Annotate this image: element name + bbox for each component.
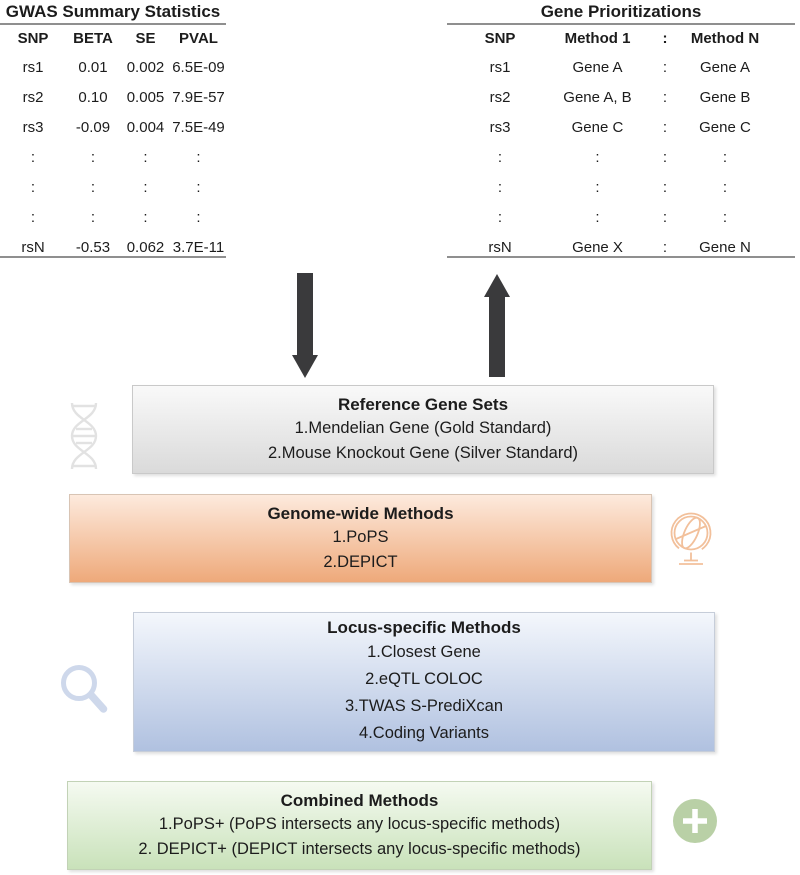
box-list-item: 4.Coding Variants — [359, 724, 489, 742]
box-list-item: 2.DEPICT — [323, 552, 398, 571]
table-cell: : — [196, 148, 201, 166]
table-cell: : — [662, 88, 668, 106]
table-cell: 6.5E-09 — [172, 58, 225, 76]
box-list-item: 3.TWAS S-PrediXcan — [344, 697, 504, 715]
table-cell: Gene B — [699, 88, 751, 106]
table-cell: rs3 — [22, 118, 44, 136]
box-list-item: 2.eQTL COLOC — [365, 670, 483, 688]
box-list-item: 2. DEPICT+ (DEPICT intersects any locus-specific methods) — [138, 839, 581, 858]
table-header-row — [0, 25, 226, 52]
table-cell: : — [90, 148, 96, 166]
column-header: Method 1 — [564, 30, 631, 47]
table-cell: : — [595, 148, 600, 166]
table-cell: : — [662, 118, 668, 136]
table-cell: : — [662, 238, 668, 256]
table-cell: : — [595, 178, 600, 196]
table-cell: : — [662, 58, 668, 76]
genome-wide-methods-box — [69, 494, 652, 583]
table-cell: rs2 — [22, 88, 44, 106]
table-cell: 0.002 — [126, 58, 165, 76]
combined-box-items — [138, 812, 580, 862]
table-cell: : — [143, 148, 148, 166]
table-cell: Gene N — [699, 238, 751, 256]
locus-specific-methods-box — [133, 612, 715, 752]
table-cell: : — [196, 178, 201, 196]
table-header-row — [450, 25, 765, 52]
gwas-table-bottom-rule — [0, 256, 226, 258]
table-row — [0, 82, 226, 112]
table-cell: : — [662, 148, 668, 166]
combined-methods-box — [67, 781, 652, 870]
combined-box-title: Combined Methods — [280, 790, 439, 810]
locus-specific-box-items — [345, 639, 503, 747]
column-header: SNP — [484, 30, 516, 47]
reference-box-items — [268, 416, 578, 466]
column-header: Method N — [690, 30, 760, 47]
box-list-item: 1.PoPS — [332, 527, 389, 546]
genome-wide-box-title: Genome-wide Methods — [267, 503, 454, 523]
table-row — [450, 82, 765, 112]
table-cell: Gene A — [572, 58, 623, 76]
table-cell: -0.53 — [75, 238, 111, 256]
reference-box-title: Reference Gene Sets — [337, 394, 509, 414]
table-row — [0, 112, 226, 142]
table-cell: 0.004 — [126, 118, 165, 136]
box-list-item: 1.Closest Gene — [367, 643, 481, 661]
table-cell: 3.7E-11 — [172, 238, 225, 256]
table-row — [0, 172, 226, 202]
box-list-item: 1.Mendelian Gene (Gold Standard) — [294, 418, 552, 437]
gwas-table-title: GWAS Summary Statistics — [5, 2, 221, 21]
table-cell: : — [196, 208, 201, 226]
column-header: : — [662, 30, 668, 47]
table-row — [450, 112, 765, 142]
column-header: BETA — [73, 30, 113, 47]
plus-icon — [672, 798, 718, 844]
table-cell: : — [497, 178, 503, 196]
table-row — [0, 202, 226, 232]
table-cell: : — [90, 178, 96, 196]
table-row — [450, 142, 765, 172]
table-row — [0, 52, 226, 82]
table-cell: Gene C — [571, 118, 624, 136]
table-cell: Gene A, B — [563, 88, 632, 106]
table-cell: : — [143, 208, 148, 226]
magnifier-icon — [58, 663, 112, 719]
table-cell: 0.01 — [78, 58, 108, 76]
table-cell: rsN — [488, 238, 512, 256]
locus-specific-box-title: Locus-specific Methods — [327, 618, 521, 637]
table-cell: Gene A — [699, 58, 751, 76]
dna-icon — [62, 402, 106, 470]
gwas-summary-table — [0, 25, 226, 262]
table-cell: : — [595, 208, 600, 226]
gene-prioritizations-table — [450, 25, 765, 262]
table-cell: 0.062 — [126, 238, 165, 256]
globe-icon — [667, 508, 717, 570]
table-cell: rs2 — [489, 88, 511, 106]
table-row — [450, 172, 765, 202]
reference-gene-sets-box — [132, 385, 714, 474]
table-cell: rsN — [21, 238, 45, 256]
table-row — [450, 52, 765, 82]
prioritizations-table-title: Gene Prioritizations — [540, 2, 702, 21]
table-cell: : — [30, 208, 36, 226]
table-cell: : — [497, 208, 503, 226]
table-cell: : — [30, 178, 36, 196]
box-list-item: 2.Mouse Knockout Gene (Silver Standard) — [268, 443, 578, 462]
table-row — [0, 142, 226, 172]
down-arrow-icon — [292, 273, 318, 378]
table-cell: : — [30, 148, 36, 166]
table-cell: : — [722, 208, 728, 226]
up-arrow-icon — [484, 274, 510, 377]
table-cell: Gene X — [572, 238, 623, 256]
table-row — [450, 202, 765, 232]
table-cell: : — [497, 148, 503, 166]
table-cell: : — [90, 208, 96, 226]
table-cell: : — [662, 178, 668, 196]
table-cell: : — [662, 208, 668, 226]
table-cell: rs3 — [489, 118, 511, 136]
prioritizations-table-bottom-rule — [447, 256, 795, 258]
table-cell: -0.09 — [75, 118, 111, 136]
table-cell: 0.10 — [78, 88, 108, 106]
table-cell: : — [722, 148, 728, 166]
table-cell: : — [722, 178, 728, 196]
table-cell: Gene C — [699, 118, 751, 136]
table-cell: 7.5E-49 — [172, 118, 225, 136]
table-cell: rs1 — [489, 58, 511, 76]
genome-wide-box-items — [323, 525, 397, 575]
column-header: PVAL — [179, 30, 218, 47]
box-list-item: 1.PoPS+ (PoPS intersects any locus-specific methods) — [158, 814, 561, 833]
column-header: SE — [135, 30, 156, 47]
column-header: SNP — [17, 30, 49, 47]
table-cell: 0.005 — [126, 88, 165, 106]
table-cell: 7.9E-57 — [172, 88, 225, 106]
table-cell: : — [143, 178, 148, 196]
table-cell: rs1 — [22, 58, 44, 76]
